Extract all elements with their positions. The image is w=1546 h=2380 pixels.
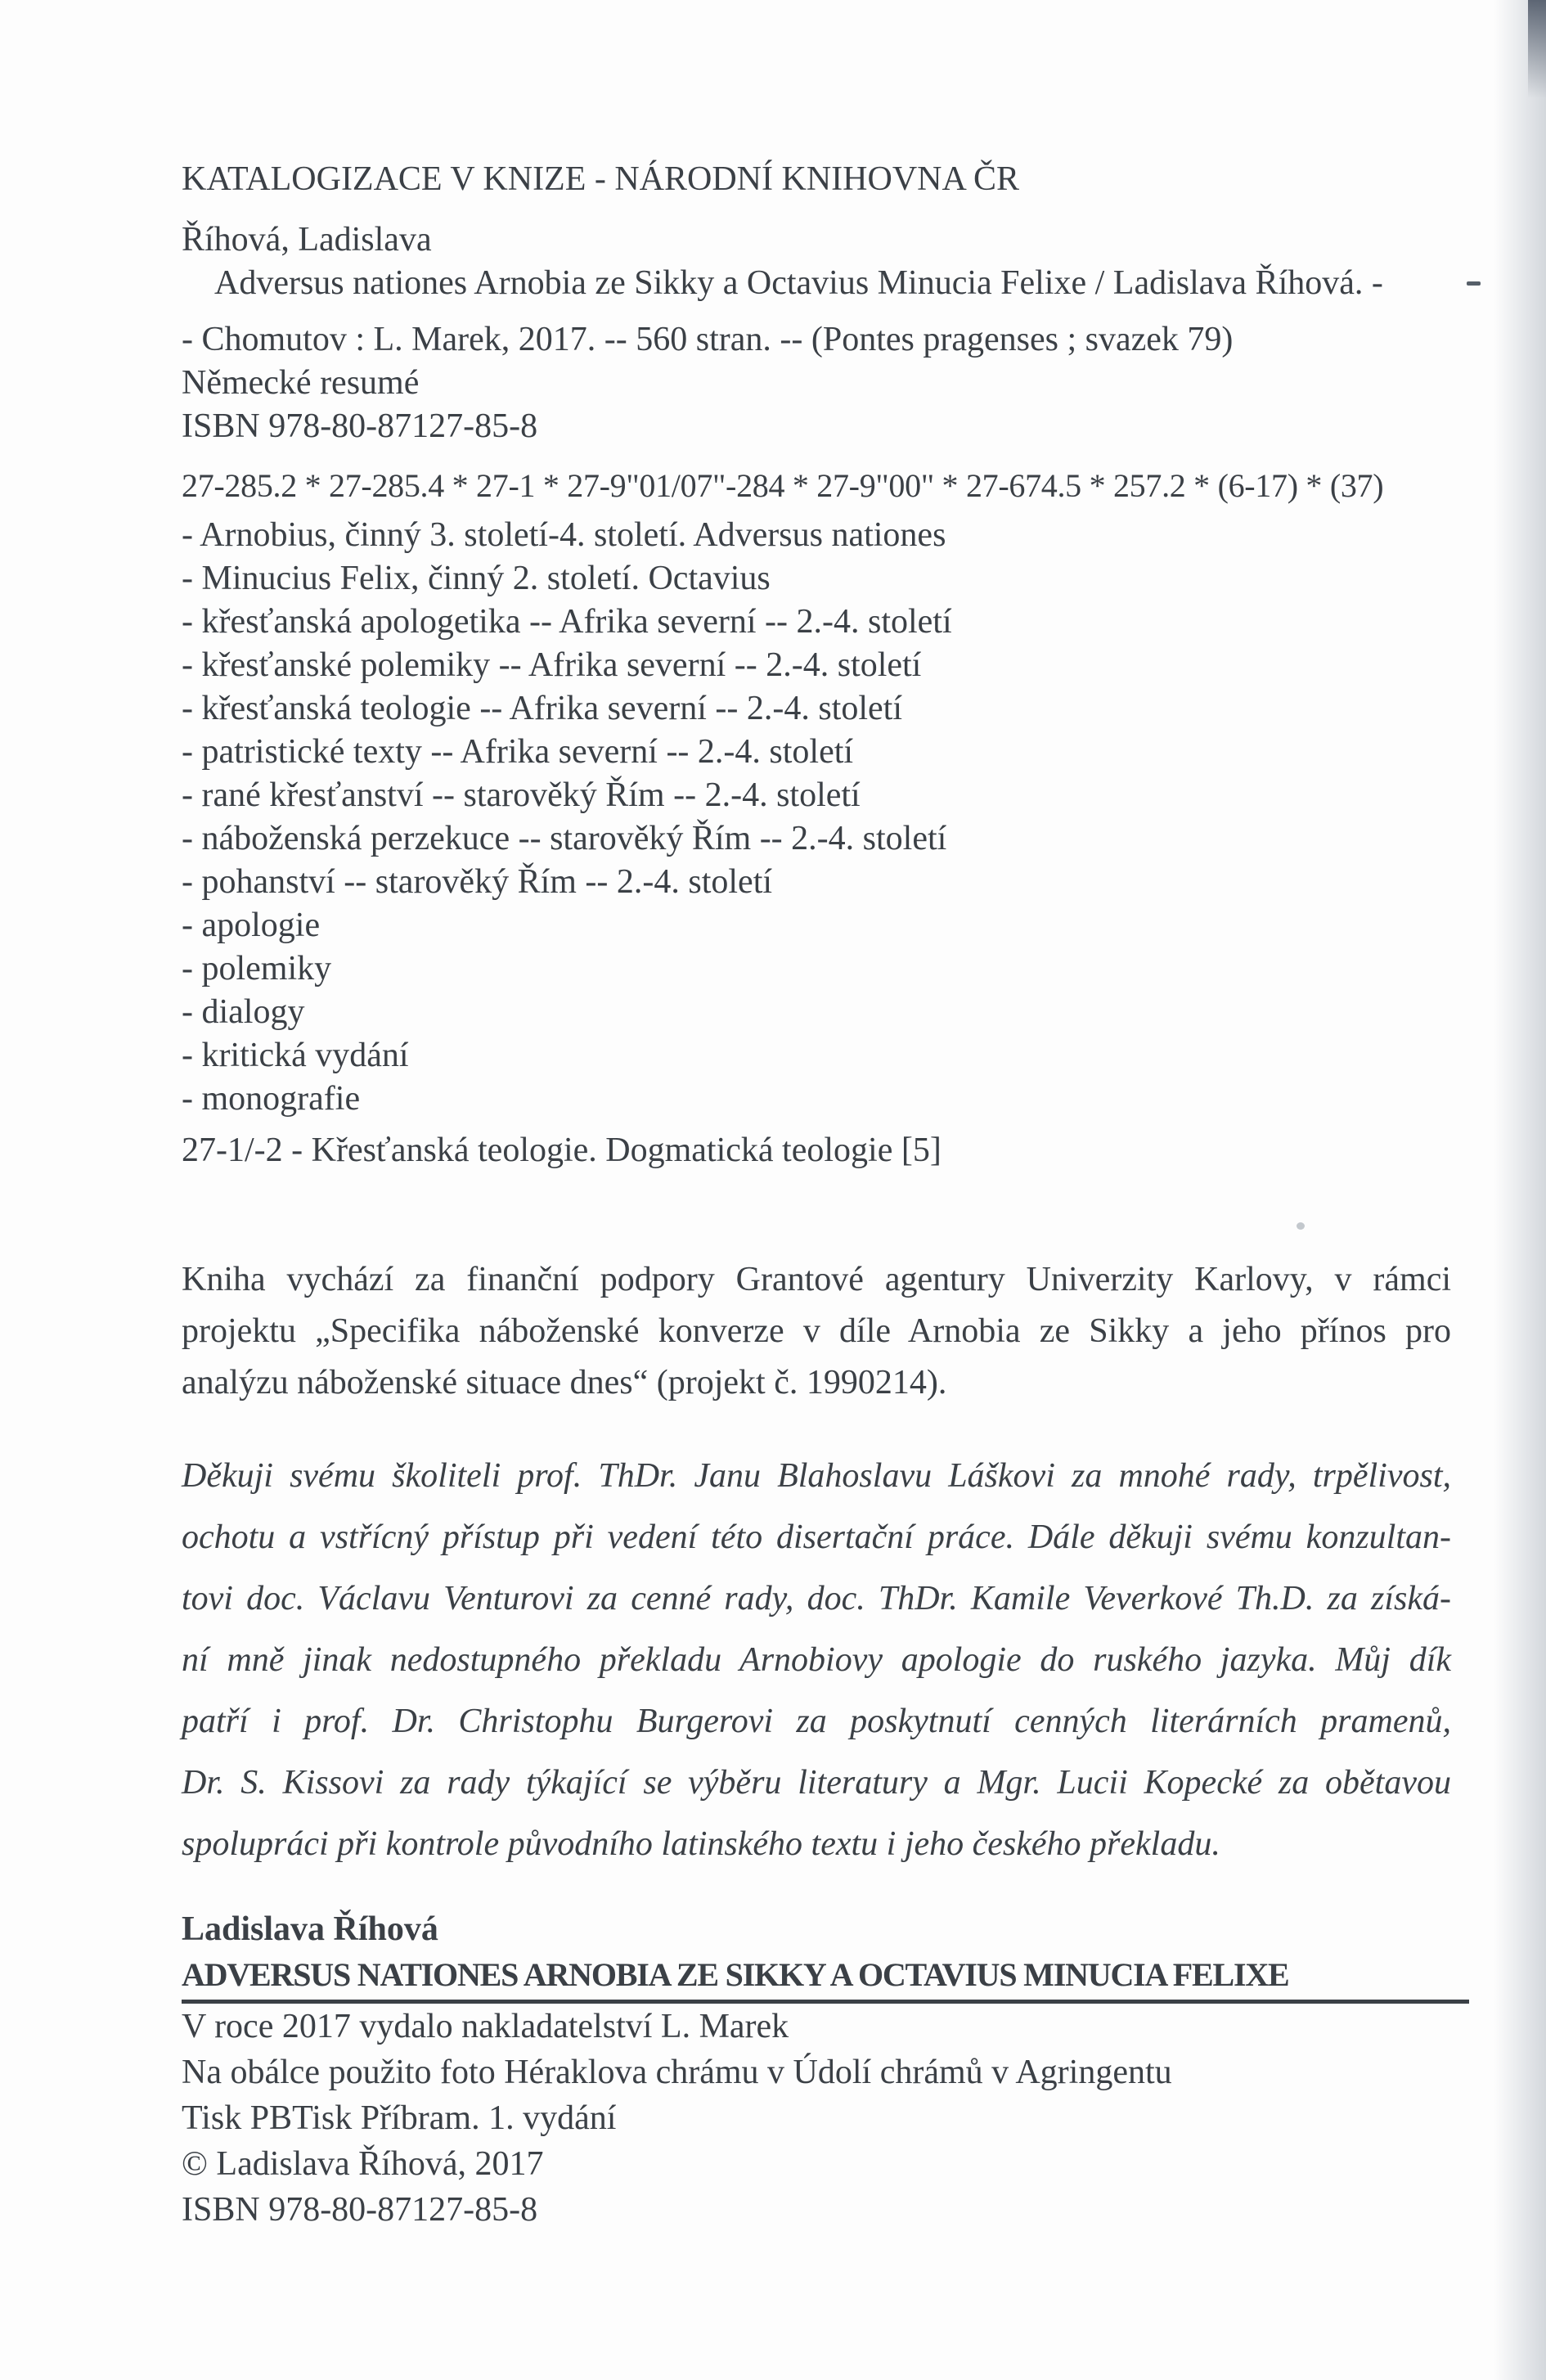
subject-heading: - křesťanské polemiky -- Afrika severní -- 2.-4. století bbox=[182, 646, 922, 684]
colophon-author: Ladislava Říhová bbox=[182, 1910, 438, 1948]
page-content bbox=[182, 0, 1451, 2233]
acknowledgment-line: Dr. S. Kissovi za rady týkající se výběru literatury a Mgr. Lucii Kopecké za obětavou bbox=[182, 1764, 1451, 1802]
funding-line: Kniha vychází za finanční podpory Grantové agentury Univerzity Karlovy, v rámci bbox=[182, 1261, 1451, 1298]
catalog-resume-note: Německé resumé bbox=[182, 364, 420, 402]
catalog-isbn: ISBN 978-80-87127-85-8 bbox=[182, 407, 538, 445]
cataloging-header: KATALOGIZACE V KNIZE - NÁRODNÍ KNIHOVNA ČR bbox=[182, 160, 1020, 198]
subject-heading: - polemiky bbox=[182, 950, 332, 988]
catalog-udc-line: 27-1/-2 - Křesťanská teologie. Dogmatická teologie [5] bbox=[182, 1132, 942, 1169]
acknowledgment-paragraph bbox=[182, 1446, 1451, 1875]
subject-heading: - náboženská perzekuce -- starověký Řím -- 2.-4. století bbox=[182, 820, 947, 857]
colophon-isbn-line: ISBN 978-80-87127-85-8 bbox=[182, 2191, 538, 2229]
subject-heading: - monografie bbox=[182, 1080, 361, 1118]
subject-heading: - křesťanská apologetika -- Afrika severní -- 2.-4. století bbox=[182, 603, 952, 641]
scan-corner-shadow bbox=[1528, 0, 1546, 98]
funding-line: projektu „Specifika náboženské konverze v díle Arnobia ze Sikky a jeho přínos pro bbox=[182, 1312, 1451, 1350]
acknowledgment-line: spolupráci při kontrole původního latinského textu i jeho českého překladu. bbox=[182, 1825, 1220, 1863]
subject-heading: - pohanství -- starověký Řím -- 2.-4. století bbox=[182, 863, 773, 901]
colophon-cover-credit-line: Na obálce použito foto Héraklova chrámu v Údolí chrámů v Agringentu bbox=[182, 2054, 1172, 2091]
scan-artifact-speck bbox=[1297, 1222, 1305, 1230]
subject-heading: - rané křesťanství -- starověký Řím -- 2.-4. století bbox=[182, 776, 861, 814]
acknowledgment-line: ní mně jinak nedostupného překladu Arnobiovy apologie do ruského jazyka. Můj dík bbox=[182, 1641, 1451, 1679]
acknowledgment-line: tovi doc. Václavu Venturovi za cenné rady, doc. ThDr. Kamile Veverkové Th.D. za získá- bbox=[182, 1580, 1451, 1617]
colophon-block bbox=[182, 1906, 1451, 2233]
colophon-copyright-line: © Ladislava Říhová, 2017 bbox=[182, 2145, 544, 2183]
colophon-book-title: ADVERSUS NATIONES ARNOBIA ZE SIKKY A OCTAVIUS MINUCIA FELIXE bbox=[182, 1952, 1469, 2004]
catalog-title-statement: Adversus nationes Arnobia ze Sikky a Octavius Minucia Felixe / Ladislava Říhová. - bbox=[214, 264, 1383, 302]
funding-paragraph bbox=[182, 1254, 1451, 1409]
subject-heading: - Minucius Felix, činný 2. století. Octavius bbox=[182, 560, 771, 597]
acknowledgment-line: patří i prof. Dr. Christophu Burgerovi za poskytnutí cenných literárních pramenů, bbox=[182, 1703, 1451, 1740]
subject-heading: - křesťanská teologie -- Afrika severní -- 2.-4. století bbox=[182, 690, 902, 727]
acknowledgment-line: ochotu a vstřícný přístup při vedení této disertační práce. Dále děkuji svému konzultan- bbox=[182, 1518, 1451, 1556]
scan-edge-shadow bbox=[1494, 0, 1546, 2380]
subject-heading: - kritická vydání bbox=[182, 1037, 409, 1074]
subject-heading: - Arnobius, činný 3. století-4. století. Adversus nationes bbox=[182, 516, 946, 554]
catalog-subject-headings bbox=[182, 514, 1451, 1121]
scan-artifact-speck bbox=[1467, 281, 1481, 286]
funding-line: analýzu náboženské situace dnes“ (projekt č. 1990214). bbox=[182, 1364, 947, 1401]
catalog-author: Říhová, Ladislava bbox=[182, 221, 432, 259]
subject-heading: - patristické texty -- Afrika severní -- 2.-4. století bbox=[182, 733, 854, 771]
colophon-publisher-line: V roce 2017 vydalo nakladatelství L. Marek bbox=[182, 2008, 789, 2045]
colophon-print-line: Tisk PBTisk Příbram. 1. vydání bbox=[182, 2099, 617, 2137]
subject-heading: - apologie bbox=[182, 907, 321, 944]
catalog-classification-numbers: 27-285.2 * 27-285.4 * 27-1 * 27-9"01/07"-284 * 27-9"00" * 27-674.5 * 257.2 * (6-17) * (37) bbox=[182, 467, 1384, 504]
catalog-imprint: - Chomutov : L. Marek, 2017. -- 560 stran. -- (Pontes pragenses ; svazek 79) bbox=[182, 321, 1234, 358]
subject-heading: - dialogy bbox=[182, 993, 305, 1031]
acknowledgment-line: Děkuji svému školiteli prof. ThDr. Janu Blahoslavu Láškovi za mnohé rady, trpělivost, bbox=[182, 1457, 1451, 1495]
